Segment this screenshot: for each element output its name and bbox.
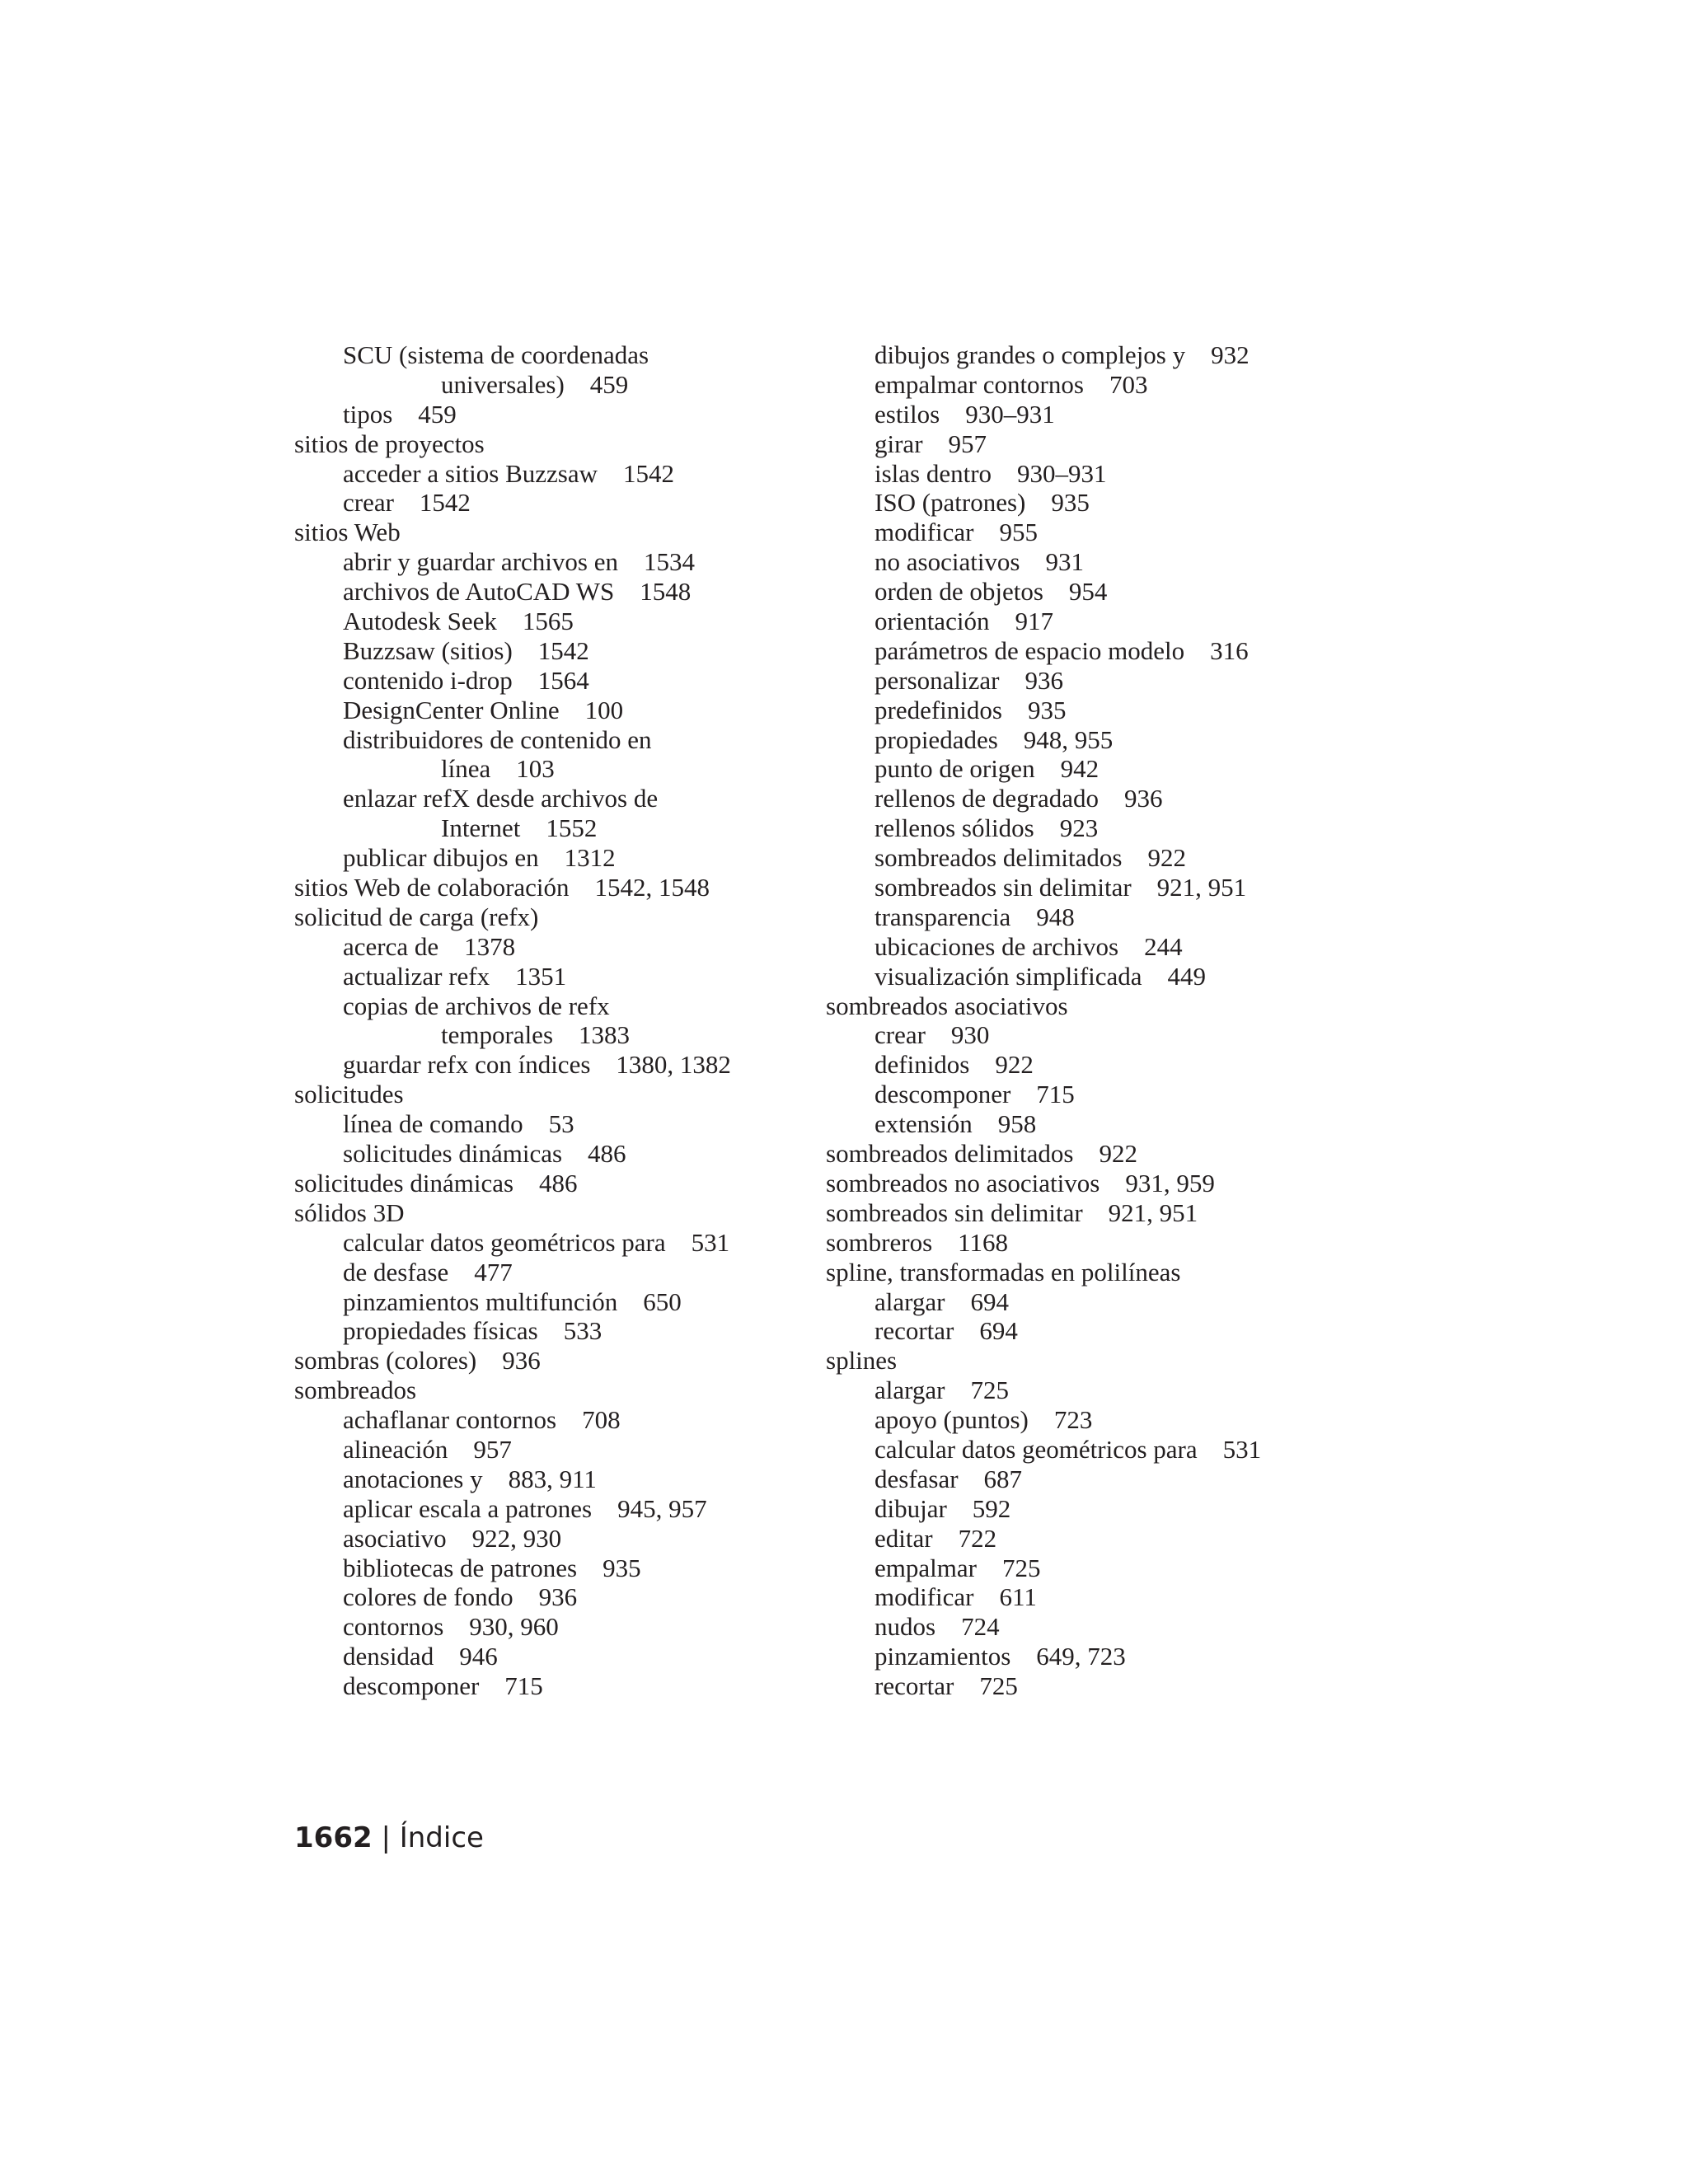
index-entry: sitios de proyectos (294, 429, 485, 458)
index-entry: solicitud de carga (refx) (294, 902, 539, 931)
index-entry: recortar 725 (874, 1671, 1018, 1701)
index-entry: rellenos sólidos 923 (874, 813, 1099, 843)
index-entry: enlazar refX desde archivos de (343, 784, 659, 813)
index-entry: alargar 694 (874, 1286, 1009, 1316)
index-entry: aplicar escala a patrones 945, 957 (343, 1493, 707, 1523)
index-entry: sombreados sin delimitar 921, 951 (874, 873, 1247, 902)
index-entry: SCU (sistema de coordenadas (343, 340, 649, 369)
index-entry: ubicaciones de archivos 244 (874, 931, 1183, 961)
index-entry: nudos 724 (874, 1612, 1000, 1642)
index-entry: definidos 922 (874, 1050, 1034, 1080)
index-entry: punto de origen 942 (874, 754, 1100, 784)
index-entry: sombreros 1168 (826, 1227, 1008, 1257)
index-entry: splines (826, 1346, 898, 1376)
index-entry: anotaciones y 883, 911 (343, 1464, 597, 1493)
index-entry: extensión 958 (874, 1109, 1037, 1139)
index-entry: Autodesk Seek 1565 (343, 607, 574, 636)
index-entry: Buzzsaw (sitios) 1542 (343, 635, 589, 665)
index-entry: tipos 459 (343, 399, 457, 429)
index-entry: predefinidos 935 (874, 695, 1067, 724)
index-entry: solicitudes (294, 1080, 404, 1109)
index-entry: propiedades 948, 955 (874, 724, 1114, 754)
index-entry: sombreados no asociativos 931, 959 (826, 1168, 1215, 1197)
index-entry: desfasar 687 (874, 1464, 1023, 1493)
index-entry: sombreados (294, 1376, 417, 1405)
index-entry: Internet 1552 (441, 813, 598, 843)
index-entry: temporales 1383 (441, 1020, 631, 1050)
index-entry: achaflanar contornos 708 (343, 1405, 621, 1435)
index-entry: calcular datos geométricos para 531 (343, 1227, 730, 1257)
index-entry: acceder a sitios Buzzsaw 1542 (343, 458, 675, 488)
index-entry: spline, transformadas en polilíneas (826, 1257, 1181, 1286)
index-entry: rellenos de degradado 936 (874, 784, 1163, 813)
index-entry: asociativo 922, 930 (343, 1523, 562, 1553)
index-entry: editar 722 (874, 1523, 997, 1553)
index-entry: no asociativos 931 (874, 547, 1084, 577)
index-entry: crear 930 (874, 1020, 990, 1050)
index-entry: visualización simplificada 449 (874, 961, 1207, 991)
index-entry: DesignCenter Online 100 (343, 695, 624, 724)
page-number: 1662 (294, 1821, 373, 1854)
index-entry: alargar 725 (874, 1376, 1009, 1405)
index-entry: abrir y guardar archivos en 1534 (343, 547, 695, 577)
index-entry: propiedades físicas 533 (343, 1316, 603, 1346)
index-entry: ISO (patrones) 935 (874, 488, 1090, 518)
section-title: Índice (399, 1821, 484, 1854)
index-entry: modificar 955 (874, 518, 1039, 547)
index-entry: girar 957 (874, 429, 987, 458)
index-entry: actualizar refx 1351 (343, 961, 567, 991)
index-entry: parámetros de espacio modelo 316 (874, 635, 1249, 665)
index-entry: sólidos 3D (294, 1197, 405, 1227)
index-entry: sombreados sin delimitar 921, 951 (826, 1197, 1198, 1227)
page-footer (294, 1821, 484, 1854)
index-entry: universales) 459 (441, 369, 629, 399)
index-entry: publicar dibujos en 1312 (343, 843, 616, 873)
index-entry: copias de archivos de refx (343, 991, 610, 1020)
index-column-left (294, 340, 731, 1701)
index-entry: distribuidores de contenido en (343, 724, 652, 754)
index-entry: solicitudes dinámicas 486 (294, 1168, 578, 1197)
index-entry: sitios Web de colaboración 1542, 1548 (294, 873, 710, 902)
index-entry: empalmar contornos 703 (874, 369, 1148, 399)
index-entry: contornos 930, 960 (343, 1612, 559, 1642)
index-entry: pinzamientos 649, 723 (874, 1642, 1126, 1671)
index-entry: orientación 917 (874, 607, 1053, 636)
index-entry: dibujos grandes o complejos y 932 (874, 340, 1250, 369)
index-entry: bibliotecas de patrones 935 (343, 1553, 641, 1582)
index-entry: orden de objetos 954 (874, 577, 1108, 607)
index-entry: sitios Web (294, 518, 401, 547)
index-entry: alineación 957 (343, 1434, 512, 1464)
index-entry: densidad 946 (343, 1642, 498, 1671)
index-entry: acerca de 1378 (343, 931, 516, 961)
index-entry: transparencia 948 (874, 902, 1075, 931)
index-entry: contenido i-drop 1564 (343, 665, 589, 695)
index-entry: línea de comando 53 (343, 1109, 574, 1139)
footer-separator: | (372, 1821, 400, 1854)
index-entry: de desfase 477 (343, 1257, 513, 1286)
index-entry: solicitudes dinámicas 486 (343, 1139, 626, 1169)
index-entry: apoyo (puntos) 723 (874, 1405, 1093, 1435)
index-column-right (826, 340, 1261, 1701)
index-entry: pinzamientos multifunción 650 (343, 1286, 682, 1316)
index-entry: empalmar 725 (874, 1553, 1041, 1582)
index-entry: línea 103 (441, 754, 555, 784)
index-entry: descomponer 715 (343, 1671, 543, 1701)
index-entry: modificar 611 (874, 1582, 1037, 1612)
index-entry: sombras (colores) 936 (294, 1346, 541, 1376)
index-entry: estilos 930–931 (874, 399, 1055, 429)
index-entry: descomponer 715 (874, 1080, 1075, 1109)
index-entry: sombreados delimitados 922 (874, 843, 1186, 873)
index-entry: calcular datos geométricos para 531 (874, 1434, 1262, 1464)
index-entry: personalizar 936 (874, 665, 1063, 695)
index-entry: colores de fondo 936 (343, 1582, 578, 1612)
index-entry: archivos de AutoCAD WS 1548 (343, 577, 692, 607)
index-entry: crear 1542 (343, 488, 471, 518)
index-entry: sombreados asociativos (826, 991, 1068, 1020)
index-entry: dibujar 592 (874, 1493, 1011, 1523)
index-entry: islas dentro 930–931 (874, 458, 1107, 488)
index-entry: recortar 694 (874, 1316, 1018, 1346)
index-entry: sombreados delimitados 922 (826, 1139, 1137, 1169)
index-entry: guardar refx con índices 1380, 1382 (343, 1050, 731, 1080)
